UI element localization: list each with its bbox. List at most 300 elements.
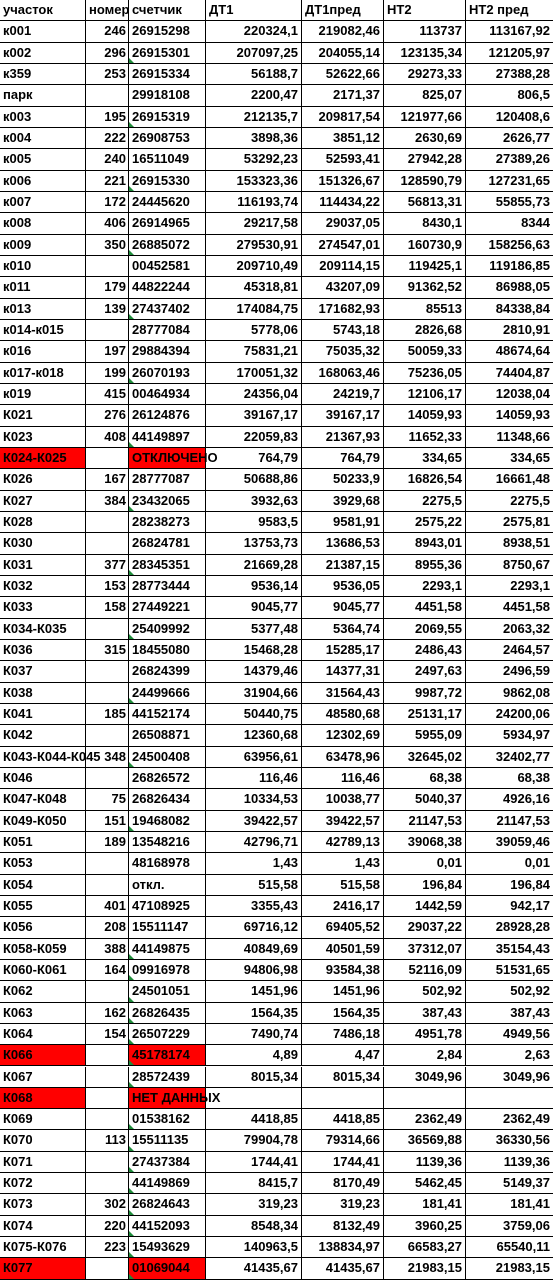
cell-dt1[interactable]: 3355,43 [205, 896, 301, 916]
cell-dt1[interactable]: 22059,83 [205, 427, 301, 447]
cell-nt2[interactable]: 123135,34 [383, 43, 465, 63]
cell-schetchik[interactable]: 00452581 [128, 256, 205, 276]
cell-nt2[interactable]: 181,41 [383, 1194, 465, 1214]
cell-uchastok[interactable]: К033 [3, 599, 33, 615]
cell-nomer[interactable]: 75 [85, 789, 128, 809]
cell-uchastok[interactable]: К028 [3, 513, 33, 529]
cell-uchastok[interactable]: К070 [3, 1132, 33, 1148]
cell-nomer[interactable]: 151 [85, 811, 128, 831]
cell-nt2[interactable]: 29273,33 [383, 64, 465, 84]
cell-nomer[interactable]: 189 [85, 832, 128, 852]
cell-schetchik[interactable]: 26826434 [128, 789, 205, 809]
cell-dt1[interactable]: 12360,68 [205, 725, 301, 745]
cell-nt2pred[interactable]: 113167,92 [465, 21, 553, 41]
cell-nomer[interactable] [85, 725, 128, 745]
cell-nomer[interactable]: 401 [85, 896, 128, 916]
cell-nt2[interactable]: 27942,28 [383, 149, 465, 169]
cell-dt1pred[interactable]: 39167,17 [301, 405, 383, 425]
cell-nt2pred[interactable]: 21983,15 [465, 1258, 553, 1278]
cell-nt2pred[interactable]: 36330,56 [465, 1130, 553, 1150]
cell-schetchik[interactable]: 26824781 [128, 533, 205, 553]
cell-dt1[interactable]: 8548,34 [205, 1216, 301, 1236]
cell-nt2[interactable]: 9987,72 [383, 683, 465, 703]
cell-schetchik[interactable]: 01069044 [128, 1258, 205, 1278]
cell-dt1[interactable]: 31904,66 [205, 683, 301, 703]
cell-nt2[interactable]: 2826,68 [383, 320, 465, 340]
cell-schetchik[interactable]: 26915298 [128, 21, 205, 41]
cell-uchastok[interactable]: К031 [3, 556, 33, 572]
cell-nomer[interactable]: 164 [85, 960, 128, 980]
column-header-nomer[interactable]: номер [85, 0, 128, 20]
cell-dt1[interactable]: 94806,98 [205, 960, 301, 980]
cell-dt1[interactable]: 63956,61 [205, 747, 301, 767]
column-header-dt1pred[interactable]: ДТ1пред [301, 0, 383, 20]
cell-nt2pred[interactable]: 27389,26 [465, 149, 553, 169]
cell-schetchik[interactable]: 28345351 [128, 555, 205, 575]
cell-nt2[interactable]: 3049,96 [383, 1067, 465, 1087]
cell-schetchik[interactable]: 28572439 [128, 1067, 205, 1087]
cell-dt1[interactable]: 69716,12 [205, 917, 301, 937]
cell-nomer[interactable]: 302 [85, 1194, 128, 1214]
cell-dt1[interactable]: 3932,63 [205, 491, 301, 511]
cell-nt2pred[interactable]: 120408,6 [465, 107, 553, 127]
cell-dt1pred[interactable]: 13686,53 [301, 533, 383, 553]
cell-nt2pred[interactable]: 181,41 [465, 1194, 553, 1214]
cell-dt1pred[interactable]: 40501,59 [301, 939, 383, 959]
cell-nomer[interactable] [85, 1045, 128, 1065]
cell-nt2[interactable]: 113737 [383, 21, 465, 41]
cell-schetchik[interactable]: 24499666 [128, 683, 205, 703]
cell-uchastok[interactable]: к003 [3, 108, 32, 124]
cell-uchastok[interactable]: К046 [3, 769, 33, 785]
cell-dt1pred[interactable]: 52622,66 [301, 64, 383, 84]
cell-dt1pred[interactable]: 52593,41 [301, 149, 383, 169]
cell-schetchik[interactable]: 26124876 [128, 405, 205, 425]
cell-dt1pred[interactable]: 3851,12 [301, 128, 383, 148]
cell-uchastok[interactable]: К074 [3, 1217, 33, 1233]
cell-dt1[interactable]: 13753,73 [205, 533, 301, 553]
cell-nt2pred[interactable]: 27388,28 [465, 64, 553, 84]
cell-uchastok[interactable]: к359 [3, 65, 32, 81]
cell-schetchik[interactable]: ОТКЛЮЧЕНО [128, 448, 205, 468]
cell-dt1pred[interactable]: 75035,32 [301, 341, 383, 361]
cell-uchastok[interactable]: К038 [3, 684, 33, 700]
cell-dt1[interactable]: 9583,5 [205, 512, 301, 532]
cell-dt1[interactable]: 209710,49 [205, 256, 301, 276]
cell-uchastok[interactable]: К054 [3, 876, 33, 892]
cell-schetchik[interactable]: 26908753 [128, 128, 205, 148]
cell-schetchik[interactable]: 15511147 [128, 917, 205, 937]
cell-uchastok[interactable]: К047-К048 [3, 791, 67, 807]
cell-dt1pred[interactable]: 50233,9 [301, 469, 383, 489]
cell-dt1pred[interactable]: 63478,96 [301, 747, 383, 767]
cell-nomer[interactable]: 139 [85, 299, 128, 319]
cell-uchastok[interactable]: К021 [3, 407, 33, 423]
cell-nt2pred[interactable]: 32402,77 [465, 747, 553, 767]
cell-schetchik[interactable]: 25409992 [128, 619, 205, 639]
cell-uchastok[interactable]: к009 [3, 236, 32, 252]
cell-uchastok[interactable]: К027 [3, 492, 33, 508]
cell-schetchik[interactable]: 28238273 [128, 512, 205, 532]
cell-nt2pred[interactable] [465, 1088, 553, 1108]
cell-dt1[interactable]: 1,43 [205, 853, 301, 873]
cell-dt1[interactable]: 212135,7 [205, 107, 301, 127]
cell-uchastok[interactable]: к002 [3, 44, 32, 60]
cell-uchastok[interactable]: К075-К076 [3, 1239, 67, 1255]
cell-nomer[interactable]: 113 [85, 1130, 128, 1150]
cell-schetchik[interactable]: 26508871 [128, 725, 205, 745]
cell-uchastok[interactable]: к014-к015 [3, 321, 64, 337]
cell-dt1pred[interactable]: 24219,7 [301, 384, 383, 404]
cell-nt2[interactable]: 50059,33 [383, 341, 465, 361]
cell-nt2pred[interactable]: 2362,49 [465, 1109, 553, 1129]
cell-nt2pred[interactable]: 28928,28 [465, 917, 553, 937]
cell-dt1pred[interactable]: 1451,96 [301, 981, 383, 1001]
cell-nomer[interactable]: 253 [85, 64, 128, 84]
cell-nt2pred[interactable]: 334,65 [465, 448, 553, 468]
cell-schetchik[interactable]: 29884394 [128, 341, 205, 361]
cell-dt1[interactable]: 1451,96 [205, 981, 301, 1001]
cell-nomer[interactable] [85, 661, 128, 681]
cell-dt1pred[interactable]: 138834,97 [301, 1237, 383, 1257]
cell-schetchik[interactable]: 26824399 [128, 661, 205, 681]
cell-uchastok[interactable]: К062 [3, 983, 33, 999]
cell-nt2[interactable]: 119425,1 [383, 256, 465, 276]
cell-schetchik[interactable]: 27437384 [128, 1152, 205, 1172]
cell-nomer[interactable]: 172 [85, 192, 128, 212]
cell-uchastok[interactable]: К053 [3, 855, 33, 871]
cell-dt1[interactable]: 9536,14 [205, 576, 301, 596]
cell-nt2pred[interactable]: 196,84 [465, 875, 553, 895]
cell-nomer[interactable]: 197 [85, 341, 128, 361]
cell-nt2[interactable]: 36569,88 [383, 1130, 465, 1150]
cell-dt1[interactable]: 515,58 [205, 875, 301, 895]
cell-dt1pred[interactable] [301, 1088, 383, 1108]
cell-schetchik[interactable]: 47108925 [128, 896, 205, 916]
cell-schetchik[interactable]: 19468082 [128, 811, 205, 831]
cell-nt2pred[interactable]: 86988,05 [465, 277, 553, 297]
cell-uchastok[interactable]: К077 [0, 1258, 85, 1278]
cell-nt2pred[interactable]: 2293,1 [465, 576, 553, 596]
cell-uchastok[interactable]: к019 [3, 385, 32, 401]
cell-dt1[interactable]: 14379,46 [205, 661, 301, 681]
cell-nomer[interactable] [85, 981, 128, 1001]
cell-dt1pred[interactable]: 42789,13 [301, 832, 383, 852]
cell-dt1pred[interactable]: 319,23 [301, 1194, 383, 1214]
cell-nt2[interactable]: 25131,17 [383, 704, 465, 724]
cell-nt2pred[interactable]: 4451,58 [465, 597, 553, 617]
cell-dt1[interactable]: 170051,32 [205, 363, 301, 383]
cell-dt1pred[interactable]: 29037,05 [301, 213, 383, 233]
cell-nt2pred[interactable]: 2063,32 [465, 619, 553, 639]
cell-dt1[interactable]: 5377,48 [205, 619, 301, 639]
cell-dt1pred[interactable]: 43207,09 [301, 277, 383, 297]
cell-schetchik[interactable]: 26885072 [128, 235, 205, 255]
cell-uchastok[interactable]: К060-К061 [3, 961, 67, 977]
column-header-schetchik[interactable]: счетчик [128, 0, 205, 20]
cell-nt2[interactable]: 128590,79 [383, 171, 465, 191]
cell-schetchik[interactable]: 44149897 [128, 427, 205, 447]
cell-nt2[interactable]: 5040,37 [383, 789, 465, 809]
cell-nt2[interactable]: 91362,52 [383, 277, 465, 297]
cell-nt2pred[interactable]: 3759,06 [465, 1216, 553, 1236]
cell-nt2[interactable]: 2362,49 [383, 1109, 465, 1129]
cell-schetchik[interactable]: 48168978 [128, 853, 205, 873]
cell-nt2pred[interactable]: 2464,57 [465, 640, 553, 660]
cell-nomer[interactable]: 276 [85, 405, 128, 425]
cell-dt1pred[interactable]: 69405,52 [301, 917, 383, 937]
cell-nt2[interactable]: 0,01 [383, 853, 465, 873]
cell-nt2[interactable]: 39068,38 [383, 832, 465, 852]
cell-schetchik[interactable]: 27449221 [128, 597, 205, 617]
cell-schetchik[interactable]: 09916978 [128, 960, 205, 980]
cell-nt2[interactable]: 66583,27 [383, 1237, 465, 1257]
cell-uchastok[interactable]: К032 [3, 577, 33, 593]
cell-nt2pred[interactable]: 2,63 [465, 1045, 553, 1065]
cell-dt1pred[interactable]: 1744,41 [301, 1152, 383, 1172]
cell-nomer[interactable] [85, 853, 128, 873]
cell-dt1[interactable]: 764,79 [205, 448, 301, 468]
cell-dt1pred[interactable]: 48580,68 [301, 704, 383, 724]
cell-uchastok[interactable]: к016 [3, 343, 32, 359]
cell-uchastok[interactable]: К066 [0, 1045, 85, 1065]
cell-schetchik[interactable]: 28777084 [128, 320, 205, 340]
cell-uchastok[interactable]: К071 [3, 1153, 33, 1169]
cell-nt2pred[interactable]: 4949,56 [465, 1024, 553, 1044]
cell-dt1pred[interactable]: 209817,54 [301, 107, 383, 127]
cell-dt1pred[interactable]: 10038,77 [301, 789, 383, 809]
cell-dt1[interactable]: 39422,57 [205, 811, 301, 831]
cell-dt1[interactable]: 4418,85 [205, 1109, 301, 1129]
cell-dt1[interactable]: 75831,21 [205, 341, 301, 361]
cell-dt1pred[interactable]: 9045,77 [301, 597, 383, 617]
cell-dt1pred[interactable]: 151326,67 [301, 171, 383, 191]
cell-nt2[interactable]: 2497,63 [383, 661, 465, 681]
cell-nomer[interactable] [85, 320, 128, 340]
cell-schetchik[interactable]: 44152093 [128, 1216, 205, 1236]
cell-uchastok[interactable]: парк [3, 87, 33, 103]
cell-schetchik[interactable]: 44149869 [128, 1173, 205, 1193]
cell-nt2pred[interactable]: 12038,04 [465, 384, 553, 404]
cell-nt2[interactable] [383, 1088, 465, 1108]
cell-nt2[interactable]: 8943,01 [383, 533, 465, 553]
cell-nomer[interactable]: 384 [85, 491, 128, 511]
cell-nt2[interactable]: 32645,02 [383, 747, 465, 767]
cell-schetchik[interactable]: 26915334 [128, 64, 205, 84]
cell-nt2[interactable]: 8430,1 [383, 213, 465, 233]
cell-uchastok[interactable]: к010 [3, 257, 32, 273]
cell-dt1[interactable]: 116,46 [205, 768, 301, 788]
cell-nt2[interactable]: 160730,9 [383, 235, 465, 255]
cell-uchastok[interactable]: к007 [3, 193, 32, 209]
cell-nt2[interactable]: 12106,17 [383, 384, 465, 404]
cell-nt2pred[interactable]: 4926,16 [465, 789, 553, 809]
cell-nt2pred[interactable]: 8750,67 [465, 555, 553, 575]
cell-schetchik[interactable]: 15493629 [128, 1237, 205, 1257]
cell-dt1[interactable]: 50688,86 [205, 469, 301, 489]
cell-nt2pred[interactable]: 11348,66 [465, 427, 553, 447]
cell-nomer[interactable] [85, 768, 128, 788]
cell-dt1[interactable]: 220324,1 [205, 21, 301, 41]
cell-nt2[interactable]: 68,38 [383, 768, 465, 788]
cell-uchastok[interactable]: К064 [3, 1025, 33, 1041]
cell-dt1pred[interactable]: 3929,68 [301, 491, 383, 511]
cell-dt1[interactable]: 21669,28 [205, 555, 301, 575]
cell-nt2pred[interactable]: 9862,08 [465, 683, 553, 703]
cell-schetchik[interactable]: 26915330 [128, 171, 205, 191]
cell-schetchik[interactable]: 45178174 [128, 1045, 205, 1065]
cell-schetchik[interactable]: 24501051 [128, 981, 205, 1001]
cell-nomer[interactable] [85, 875, 128, 895]
cell-nt2pred[interactable]: 16661,48 [465, 469, 553, 489]
cell-nt2pred[interactable]: 158256,63 [465, 235, 553, 255]
cell-nt2[interactable]: 21147,53 [383, 811, 465, 831]
cell-nomer[interactable]: 208 [85, 917, 128, 937]
cell-nomer[interactable] [85, 1258, 128, 1278]
cell-nt2pred[interactable]: 127231,65 [465, 171, 553, 191]
cell-nt2[interactable]: 2069,55 [383, 619, 465, 639]
cell-nomer[interactable] [85, 1109, 128, 1129]
cell-dt1pred[interactable]: 204055,14 [301, 43, 383, 63]
cell-dt1[interactable]: 3898,36 [205, 128, 301, 148]
cell-dt1[interactable]: 9045,77 [205, 597, 301, 617]
cell-schetchik[interactable]: 24500408 [128, 747, 205, 767]
cell-nt2pred[interactable]: 2575,81 [465, 512, 553, 532]
cell-dt1[interactable]: 2200,47 [205, 85, 301, 105]
cell-dt1pred[interactable]: 39422,57 [301, 811, 383, 831]
cell-dt1[interactable]: 24356,04 [205, 384, 301, 404]
cell-nomer[interactable]: 406 [85, 213, 128, 233]
cell-uchastok[interactable]: К034-К035 [3, 620, 67, 636]
cell-dt1pred[interactable]: 114434,22 [301, 192, 383, 212]
cell-dt1pred[interactable]: 12302,69 [301, 725, 383, 745]
cell-nomer[interactable]: 179 [85, 277, 128, 297]
cell-nt2pred[interactable]: 2496,59 [465, 661, 553, 681]
cell-nt2[interactable]: 85513 [383, 299, 465, 319]
cell-dt1[interactable]: 8015,34 [205, 1067, 301, 1087]
cell-nt2pred[interactable]: 119186,85 [465, 256, 553, 276]
cell-nomer[interactable]: 246 [85, 21, 128, 41]
cell-dt1pred[interactable]: 8170,49 [301, 1173, 383, 1193]
cell-nt2pred[interactable]: 942,17 [465, 896, 553, 916]
cell-nt2[interactable]: 29037,22 [383, 917, 465, 937]
cell-nt2pred[interactable]: 2810,91 [465, 320, 553, 340]
cell-nt2[interactable]: 825,07 [383, 85, 465, 105]
cell-nt2[interactable]: 4951,78 [383, 1024, 465, 1044]
cell-uchastok[interactable]: К069 [3, 1111, 33, 1127]
cell-dt1[interactable]: 5778,06 [205, 320, 301, 340]
cell-uchastok[interactable]: К073 [3, 1196, 33, 1212]
cell-dt1[interactable]: 56188,7 [205, 64, 301, 84]
cell-nomer[interactable]: 415 [85, 384, 128, 404]
cell-schetchik[interactable]: 26824643 [128, 1194, 205, 1214]
cell-nomer[interactable] [85, 683, 128, 703]
cell-dt1[interactable]: 45318,81 [205, 277, 301, 297]
cell-dt1pred[interactable]: 274547,01 [301, 235, 383, 255]
cell-uchastok[interactable]: к006 [3, 172, 32, 188]
cell-dt1pred[interactable]: 1564,35 [301, 1003, 383, 1023]
cell-nt2pred[interactable]: 14059,93 [465, 405, 553, 425]
cell-nt2[interactable]: 2275,5 [383, 491, 465, 511]
cell-nomer[interactable]: 167 [85, 469, 128, 489]
cell-nomer[interactable]: 315 [85, 640, 128, 660]
cell-dt1pred[interactable]: 8132,49 [301, 1216, 383, 1236]
cell-nt2[interactable]: 2575,22 [383, 512, 465, 532]
cell-dt1[interactable]: 1564,35 [205, 1003, 301, 1023]
cell-schetchik[interactable]: 24445620 [128, 192, 205, 212]
cell-uchastok[interactable]: К056 [3, 919, 33, 935]
cell-uchastok[interactable]: К024-К025 [0, 448, 85, 468]
cell-dt1pred[interactable]: 15285,17 [301, 640, 383, 660]
cell-nt2[interactable]: 2630,69 [383, 128, 465, 148]
cell-dt1pred[interactable]: 79314,66 [301, 1130, 383, 1150]
cell-nt2pred[interactable]: 84338,84 [465, 299, 553, 319]
cell-nomer[interactable] [85, 85, 128, 105]
cell-nt2[interactable]: 502,92 [383, 981, 465, 1001]
cell-uchastok[interactable]: к013 [3, 300, 32, 316]
cell-nt2pred[interactable]: 502,92 [465, 981, 553, 1001]
cell-nt2pred[interactable]: 68,38 [465, 768, 553, 788]
cell-uchastok[interactable]: К058-К059 [3, 940, 67, 956]
cell-dt1[interactable]: 7490,74 [205, 1024, 301, 1044]
cell-schetchik[interactable]: НЕТ ДАННЫХ [128, 1088, 205, 1108]
cell-schetchik[interactable]: 15511135 [128, 1130, 205, 1150]
cell-nt2pred[interactable]: 8344 [465, 213, 553, 233]
cell-dt1pred[interactable]: 209114,15 [301, 256, 383, 276]
cell-nt2[interactable]: 1442,59 [383, 896, 465, 916]
cell-dt1pred[interactable]: 2416,17 [301, 896, 383, 916]
cell-dt1[interactable]: 40849,69 [205, 939, 301, 959]
cell-uchastok[interactable]: К055 [3, 897, 33, 913]
cell-nomer[interactable]: 408 [85, 427, 128, 447]
cell-dt1[interactable]: 10334,53 [205, 789, 301, 809]
cell-uchastok[interactable]: К041 [3, 705, 33, 721]
cell-nomer[interactable] [85, 533, 128, 553]
cell-schetchik[interactable]: 26826572 [128, 768, 205, 788]
cell-dt1[interactable]: 319,23 [205, 1194, 301, 1214]
cell-nomer[interactable] [85, 256, 128, 276]
cell-nt2pred[interactable]: 39059,46 [465, 832, 553, 852]
cell-dt1[interactable]: 41435,67 [205, 1258, 301, 1278]
cell-nt2pred[interactable]: 387,43 [465, 1003, 553, 1023]
cell-schetchik[interactable]: 26507229 [128, 1024, 205, 1044]
cell-uchastok[interactable]: К072 [3, 1175, 33, 1191]
cell-schetchik[interactable]: откл. [128, 875, 205, 895]
cell-nt2[interactable]: 16826,54 [383, 469, 465, 489]
cell-dt1pred[interactable]: 764,79 [301, 448, 383, 468]
cell-schetchik[interactable]: 18455080 [128, 640, 205, 660]
cell-dt1[interactable]: 53292,23 [205, 149, 301, 169]
cell-nt2pred[interactable]: 21147,53 [465, 811, 553, 831]
cell-nt2pred[interactable]: 24200,06 [465, 704, 553, 724]
cell-schetchik[interactable]: 28773444 [128, 576, 205, 596]
cell-nt2pred[interactable]: 806,5 [465, 85, 553, 105]
cell-dt1[interactable]: 140963,5 [205, 1237, 301, 1257]
cell-nt2[interactable]: 334,65 [383, 448, 465, 468]
cell-nt2[interactable]: 14059,93 [383, 405, 465, 425]
cell-nomer[interactable]: 221 [85, 171, 128, 191]
cell-nomer[interactable] [85, 1067, 128, 1087]
cell-dt1[interactable]: 15468,28 [205, 640, 301, 660]
cell-dt1pred[interactable]: 31564,43 [301, 683, 383, 703]
cell-nt2pred[interactable]: 51531,65 [465, 960, 553, 980]
cell-nt2pred[interactable]: 2626,77 [465, 128, 553, 148]
cell-nt2pred[interactable]: 5149,37 [465, 1173, 553, 1193]
cell-nomer[interactable]: 220 [85, 1216, 128, 1236]
cell-nt2[interactable]: 52116,09 [383, 960, 465, 980]
cell-uchastok[interactable]: К036 [3, 641, 33, 657]
cell-nomer[interactable]: 199 [85, 363, 128, 383]
